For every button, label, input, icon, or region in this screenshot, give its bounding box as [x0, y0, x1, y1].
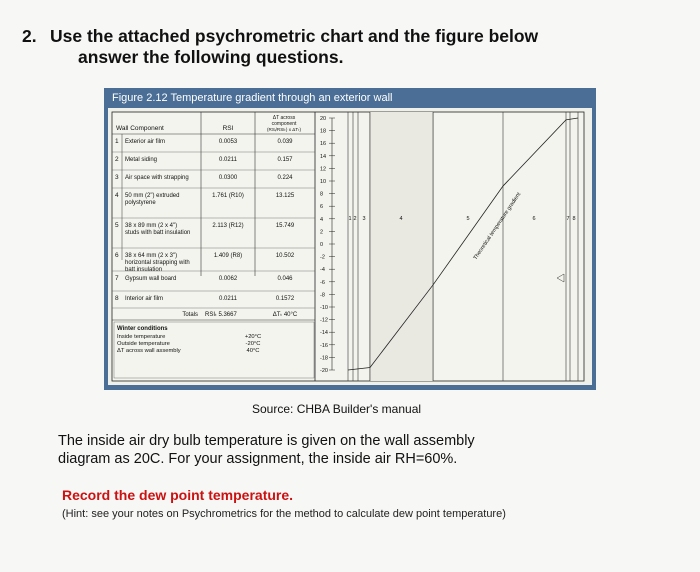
figure-frame [104, 88, 596, 390]
row-number: 5 [115, 222, 119, 229]
delta-t-header: ΔT across [272, 115, 296, 121]
delta-t-value: 0.224 [277, 175, 293, 181]
totals-rsi: RSIₜ 5.3667 [205, 312, 237, 318]
delta-t-header: (RSᵢ/RSIₜ) x ΔTₜ) [266, 127, 302, 132]
rsi-value: 0.0062 [218, 276, 238, 282]
outside-temp-value: -20°C [245, 341, 261, 347]
scale-label: -18 [320, 355, 328, 362]
scale-label: 6 [320, 204, 324, 211]
winter-title: Winter conditions [117, 326, 168, 332]
totals-label: Totals [182, 312, 198, 318]
component-name: 38 x 89 mm (2 x 4") [125, 223, 178, 229]
scale-label: 16 [320, 141, 327, 148]
figure-source: Source: CHBA Builder's manual [252, 402, 422, 416]
question-heading [22, 26, 650, 68]
row-number: 4 [115, 192, 119, 199]
scale-label: -20 [320, 368, 328, 374]
row-number: 2 [115, 156, 119, 163]
component-name: Air space with strapping [125, 175, 189, 181]
layer-number: 3 [362, 216, 366, 222]
scale-label: -8 [320, 292, 325, 299]
layer-number: 6 [532, 216, 536, 222]
component-name: Exterior air film [125, 139, 166, 145]
scale-label: 18 [320, 128, 327, 135]
scale-label: 2 [320, 229, 324, 236]
delta-t-value: 15.749 [275, 223, 295, 229]
paragraph-line-2: diagram as 20C. For your assignment, the inside air RH=60%. [58, 451, 458, 467]
rsi-value: 0.0053 [218, 139, 238, 145]
delta-t-value: 0.1572 [275, 296, 295, 302]
delta-t-value: 0.039 [277, 139, 293, 145]
inside-temp-value: +20°C [244, 334, 262, 340]
scale-label: 10 [320, 179, 327, 185]
component-name: Metal siding [125, 157, 158, 163]
delta-t-value: 13.125 [275, 193, 295, 199]
rsi-value: 0.0300 [218, 175, 238, 181]
scale-label: -14 [320, 330, 328, 337]
scale-label: -2 [320, 254, 325, 261]
component-header: Wall Component [116, 125, 164, 132]
assignment-paragraph [58, 432, 618, 468]
layer-number: 5 [466, 216, 470, 222]
figure-title: Figure 2.12 Temperature gradient through an exterior wall [112, 92, 393, 104]
component-name: horizontal strapping with [125, 260, 190, 266]
component-name: polystyrene [125, 200, 156, 206]
scale-label: 8 [320, 191, 324, 198]
hint-text: (Hint: see your notes on Psychrometrics for the method to calculate dew point temperature) [62, 508, 506, 520]
scale-label: -6 [320, 279, 325, 286]
insulation-layer [370, 112, 433, 381]
delta-t-header: component [271, 121, 297, 127]
question-line-1: Use the attached psychrometric chart and the figure below [50, 26, 539, 46]
scale-label: 0 [320, 242, 324, 248]
component-name: 38 x 64 mm (2 x 3") [125, 253, 178, 259]
question-line-2: answer the following questions. [78, 47, 344, 67]
record-instruction: Record the dew point temperature. [62, 487, 294, 503]
layer-number: 7 [566, 216, 570, 222]
delta-t-wall-value: 40°C [246, 348, 260, 354]
scale-label: -16 [320, 342, 328, 349]
gradient-label: Theoretical temperature gradient [472, 191, 523, 262]
scale-label: -4 [320, 267, 325, 274]
layer-number: 4 [399, 216, 403, 222]
scale-label: 14 [320, 153, 327, 160]
component-name: batt insulation [125, 267, 163, 273]
scale-label: -10 [320, 305, 328, 311]
delta-t-value: 0.157 [277, 157, 293, 163]
rsi-value: 0.0211 [219, 296, 237, 302]
scale-label: 12 [320, 166, 327, 173]
component-name: Interior air film [125, 296, 164, 302]
paragraph-line-1: The inside air dry bulb temperature is given on the wall assembly [58, 433, 475, 449]
row-number: 6 [115, 252, 119, 259]
layer-number: 8 [572, 216, 576, 222]
delta-t-value: 10.502 [275, 253, 295, 259]
row-number: 7 [115, 275, 119, 282]
outside-temp-label: Outside temperature [117, 341, 170, 347]
component-name: Gypsum wall board [125, 276, 177, 282]
delta-t-label: ΔT across wall assembly [117, 348, 181, 354]
rsi-value: 2.113 (R12) [212, 223, 244, 229]
component-name: studs with batt insulation [125, 230, 191, 236]
rsi-value: 1.761 (R10) [212, 193, 244, 199]
row-number: 1 [115, 138, 119, 145]
rsi-value: 0.0211 [219, 157, 237, 163]
layer-number: 1 [348, 216, 352, 222]
figure-panel [108, 108, 592, 385]
scale-label: -12 [320, 317, 328, 324]
totals-delta-t: ΔTₜ 40°C [272, 312, 298, 318]
wall-diagram [108, 108, 592, 385]
question-number: 2. [22, 26, 37, 46]
row-number: 3 [115, 174, 119, 181]
inside-temp-label: Inside temperature [117, 334, 166, 340]
layer-number: 2 [353, 216, 357, 222]
rsi-value: 1.409 (R8) [213, 253, 243, 259]
row-number: 8 [115, 295, 119, 302]
rsi-header: RSI [222, 125, 234, 132]
component-name: 50 mm (2") extruded [125, 193, 180, 199]
scale-label: 20 [320, 116, 327, 122]
scale-label: 4 [320, 216, 324, 223]
delta-t-value: 0.046 [277, 276, 293, 282]
